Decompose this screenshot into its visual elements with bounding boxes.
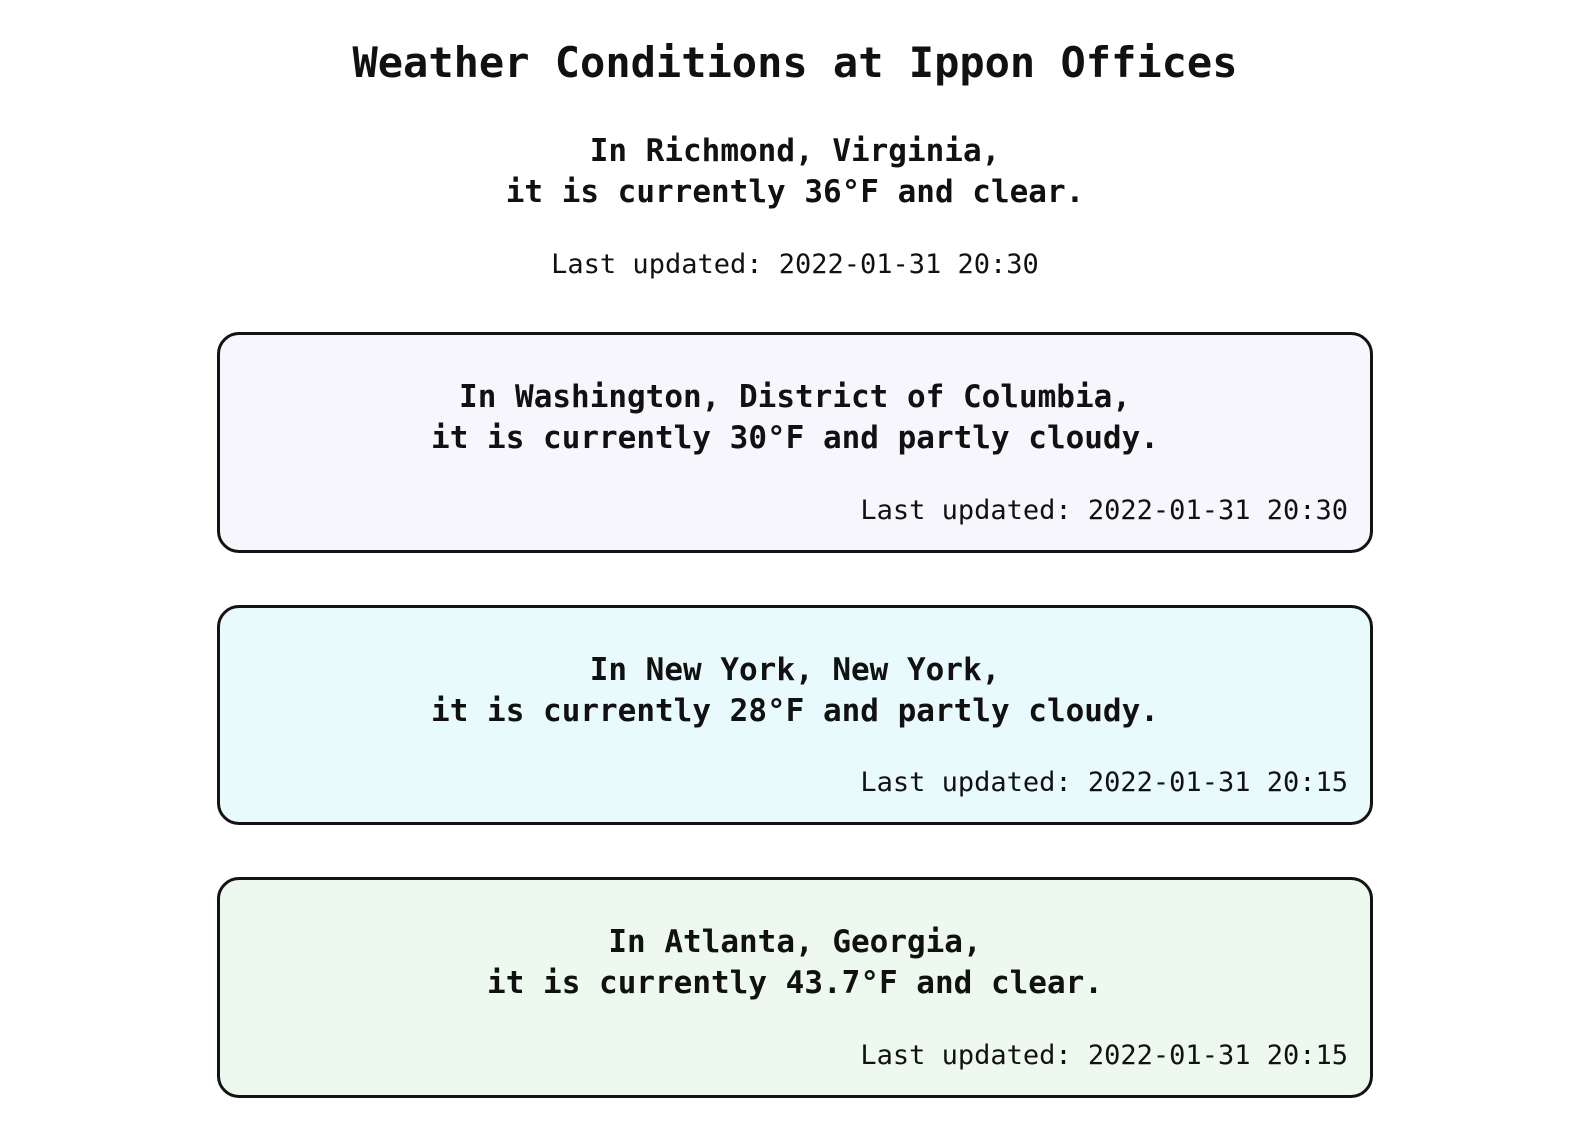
card-last-updated: Last updated: 2022-01-31 20:30 [860,494,1348,526]
card-location-line: In New York, New York, [589,651,1001,688]
card-conditions [242,377,1348,459]
weather-card-atlanta [217,877,1373,1098]
card-location-line: In Washington, District of Columbia, [459,378,1131,415]
card-last-updated: Last updated: 2022-01-31 20:15 [860,1040,1348,1072]
weather-page [217,0,1373,1098]
card-condition-line: it is currently 28°F and partly cloudy. [431,692,1159,729]
card-conditions [242,922,1348,1004]
card-conditions [242,650,1348,732]
weather-card-washington [217,332,1373,553]
card-location-line: In Atlanta, Georgia, [608,924,982,961]
featured-location-richmond [217,131,1373,280]
weather-card-new-york [217,605,1373,826]
featured-last-updated: Last updated: 2022-01-31 20:30 [551,248,1039,280]
page-title: Weather Conditions at Ippon Offices [352,38,1238,87]
card-condition-line: it is currently 43.7°F and clear. [487,965,1103,1002]
featured-conditions [217,131,1373,213]
card-condition-line: it is currently 30°F and partly cloudy. [431,419,1159,456]
featured-condition-line: it is currently 36°F and clear. [505,173,1085,210]
card-last-updated: Last updated: 2022-01-31 20:15 [860,767,1348,799]
office-weather-cards [217,332,1373,1098]
featured-location-line: In Richmond, Virginia, [589,133,1001,169]
